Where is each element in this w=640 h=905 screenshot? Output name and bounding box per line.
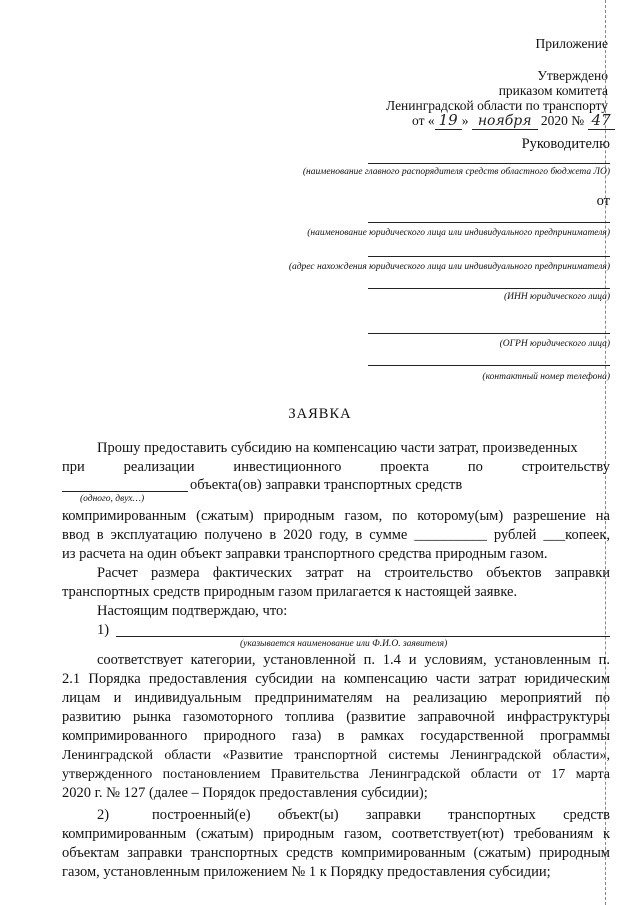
date-year: 2020 № [540, 113, 585, 128]
approved-label: Утверждено [537, 68, 608, 83]
document-title: ЗАЯВКА [288, 406, 352, 422]
item1-line8: 2020 г. № 127 (далее – Порядок предоставления субсидии); [62, 785, 428, 801]
item2-line4: газом, установленным приложением № 1 к Порядку предоставления субсидии; [62, 864, 551, 880]
phone-line [368, 365, 610, 366]
item2-line2: компримированным (сжатым) природным газом, соответствует(ют) требованиям к [62, 826, 610, 842]
count-caption: (одного, двух…) [80, 494, 145, 504]
date-month-handwritten: ноября [472, 113, 538, 130]
entity-name-line [368, 222, 610, 223]
para1-line3: объекта(ов) заправки транспортных средств [190, 477, 463, 493]
to-head-label: Руководителю [521, 136, 610, 152]
inn-caption: (ИНН юридического лица) [503, 292, 610, 302]
address-caption: (адрес нахождения юридического лица или индивидуального предпринимателя) [288, 262, 610, 272]
head-name-line [368, 163, 610, 164]
head-caption: (наименование главного распорядителя средств областного бюджета ЛО) [302, 167, 610, 177]
para1-line4: компримированным (сжатым) природным газом, по которому(ым) разрешение на [62, 508, 610, 524]
item1-line2: 2.1 Порядка предоставления субсидии на компенсацию части затрат юридическим [62, 671, 610, 687]
item1-line5: компримированного природного газа) в рамках государственной программы [62, 728, 610, 744]
appendix-label: Приложение [535, 36, 608, 51]
item1-line1: соответствует категории, установленной п. 1.4 и условиям, установленным п. [97, 652, 610, 668]
from-label: от [596, 193, 610, 209]
date-mid: » [461, 113, 469, 128]
inn-line [368, 288, 610, 289]
ogrn-line [368, 333, 610, 334]
item1-line4: развитию рынка газомоторного топлива (развитие заправочной инфраструктуры [62, 709, 610, 725]
para3-confirm: Настоящим подтверждаю, что: [97, 603, 288, 619]
item1-number: 1) [97, 622, 110, 638]
item1-line7: утвержденного постановлением Правительства Ленинградской области от 17 марта [62, 767, 610, 782]
ogrn-caption: (ОГРН юридического лица) [499, 339, 610, 349]
order-number-handwritten: 47 [588, 111, 615, 130]
para1-line1: Прошу предоставить субсидию на компенсацию части затрат, произведенных [97, 440, 578, 456]
item2-line3: объектам заправки транспортных средств компримированным (сжатым) природным [62, 845, 610, 861]
para1-line6: из расчета на один объект заправки транспортного средства природным газом. [62, 546, 548, 562]
applicant-name-line [116, 636, 610, 637]
para1-line2: при реализации инвестиционного проекта по строительству [62, 459, 610, 475]
phone-caption: (контактный номер телефона) [482, 372, 610, 382]
applicant-caption: (указывается наименование или Ф.И.О. заявителя) [240, 639, 448, 649]
para1-line5: ввод в эксплуатацию получено в 2020 году, в сумме __________ рублей ___копеек, [62, 527, 610, 543]
para2-line2: транспортных средств природным газом прилагается к настоящей заявке. [62, 584, 518, 600]
item1-line6: Ленинградской области «Развитие транспортной системы Ленинградской области», [62, 748, 610, 763]
order-date-line [412, 112, 615, 129]
item1-line3: лицам и индивидуальным предпринимателям на реализацию мероприятий по [62, 690, 610, 706]
address-line [368, 256, 610, 257]
order-label: приказом комитета [498, 83, 608, 98]
item2-number: 2) [97, 807, 110, 823]
para2-line1: Расчет размера фактических затрат на строительство объектов заправки [97, 565, 610, 581]
item2-line1: построенный(е) объект(ы) заправки транспортных средств [152, 807, 610, 823]
committee-label: Ленинградской области по транспорту [386, 98, 608, 113]
entity-caption: (наименование юридического лица или индивидуального предпринимателя) [307, 228, 610, 238]
date-day-handwritten: 19 [435, 111, 462, 130]
date-prefix: от « [412, 113, 435, 128]
count-blank-line [62, 491, 188, 492]
